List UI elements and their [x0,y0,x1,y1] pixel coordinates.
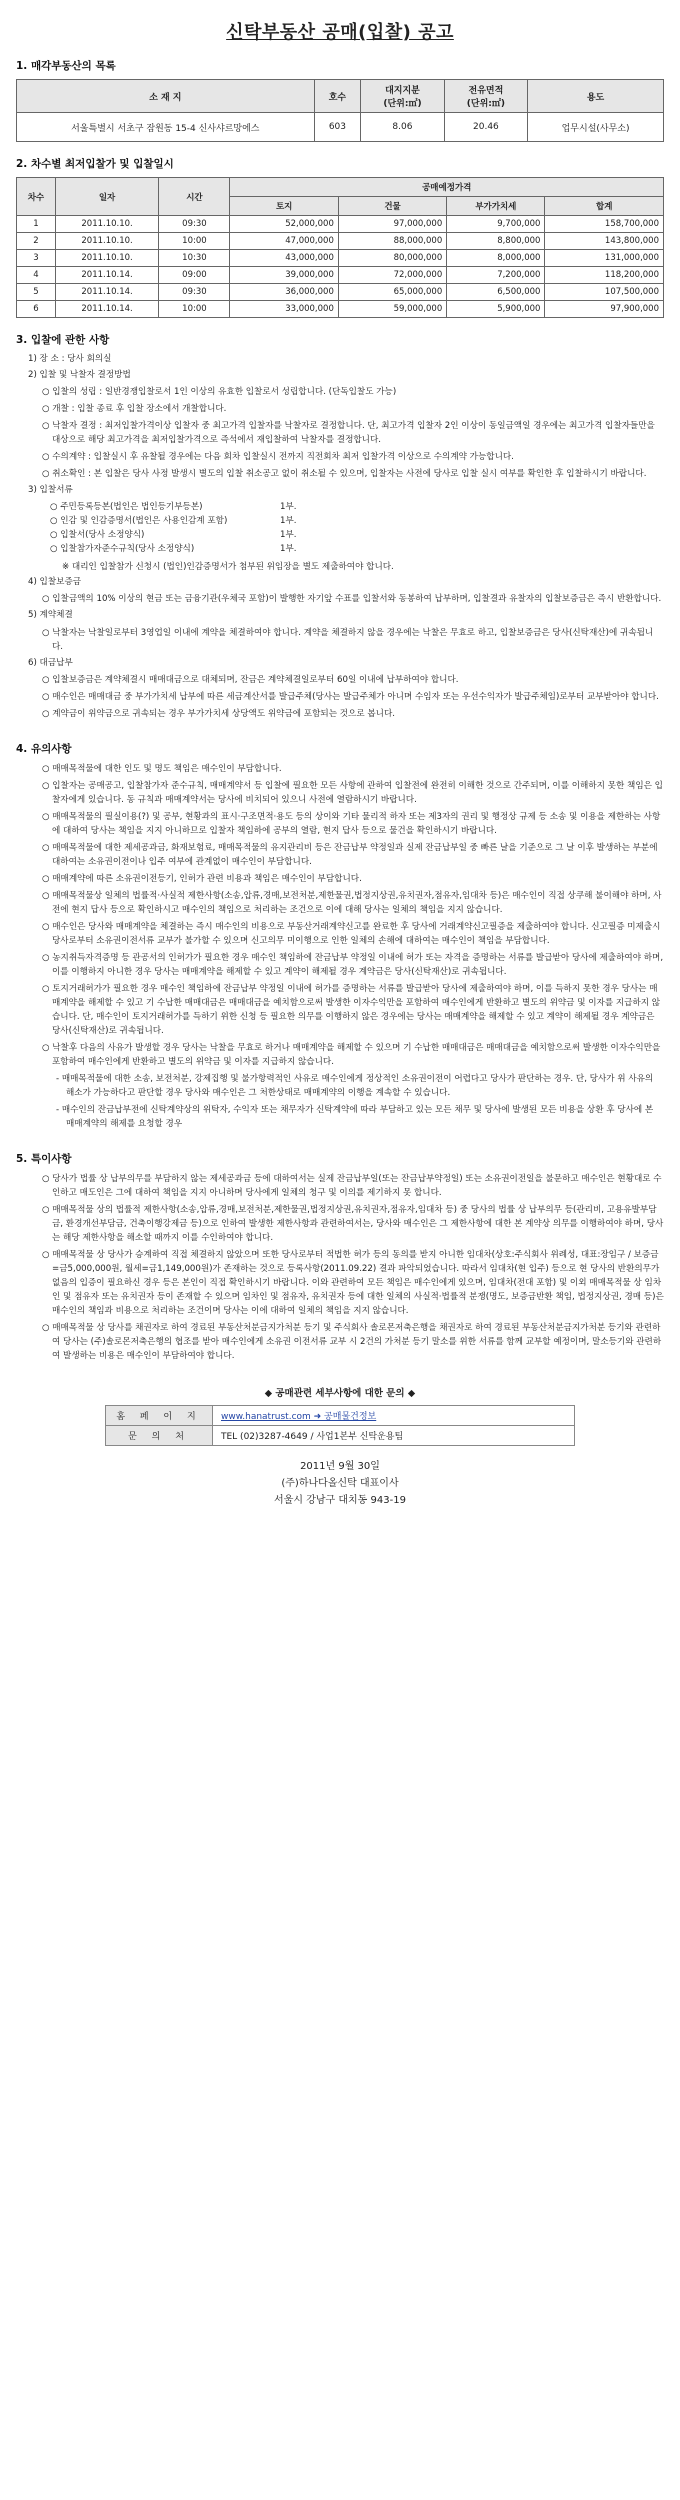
doc-qty: 1부. [280,543,297,554]
cell-building: 59,000,000 [338,301,446,318]
cell-use: 업무시설(사무소) [528,113,664,142]
section3-heading: 3. 입찰에 관한 사항 [16,334,110,346]
doc-name: ○ 주민등록등본(법인은 법인등기부등본) [50,501,203,512]
property-table [16,79,664,142]
cell-vat: 6,500,000 [447,284,545,301]
signature [16,1458,664,1509]
cell-building: 72,000,000 [338,267,446,284]
cell-land: 36,000,000 [230,284,338,301]
company-name: (주)하나다올신탁 대표이사 [281,1478,399,1489]
page-title: 신탁부동산 공매(입찰) 공고 [226,22,454,43]
doc-qty: 1부. [280,529,297,540]
cell-total: 97,900,000 [545,301,664,318]
bid-method-heading: 2) 입찰 및 낙찰자 결정방법 [28,369,131,380]
homepage-label: 홈 페 이 지 [106,1406,213,1426]
list-item [50,500,664,514]
cell-land: 33,000,000 [230,301,338,318]
cell-date: 2011.10.14. [55,301,159,318]
table-row [17,267,664,284]
cell-building: 65,000,000 [338,284,446,301]
section5-heading: 5. 특이사항 [16,1153,72,1165]
col-unit: 호수 [314,80,361,113]
col-total: 합계 [545,197,664,216]
contact-value: TEL (02)3287-4649 / 사업1본부 신탁운용팀 [213,1426,575,1446]
cell-round: 3 [17,250,56,267]
cell-total: 158,700,000 [545,216,664,233]
list-item: ○ 입찰보증금은 계약체결시 매매대금으로 대체되며, 잔금은 계약체결일로부터 60일 이내에 납부하여야 합니다. [42,675,459,685]
cell-unit: 603 [314,113,361,142]
col-location: 소 재 지 [17,80,315,113]
cell-round: 6 [17,301,56,318]
cell-time: 10:30 [159,250,230,267]
bid-docs-note: ※ 대리인 입찰참가 신청시 (법인)인감증명서가 첨부된 위임장을 별도 제출하여야 합니다. [62,561,394,572]
footer [16,1385,664,1509]
cell-land-share: 8.06 [361,113,444,142]
cell-vat: 9,700,000 [447,216,545,233]
cell-vat: 5,900,000 [447,301,545,318]
list-item: ○ 입찰금액의 10% 이상의 현금 또는 금융기관(우체국 포함)이 발행한 자기앞 수표를 입찰서와 동봉하여 납부하며, 입찰결과 유찰자의 입찰보증금은 즉시 반환합니다. [42,594,662,604]
section2-heading: 2. 차수별 최저입찰가 및 입찰일시 [16,158,174,170]
cell-building: 80,000,000 [338,250,446,267]
homepage-link[interactable]: www.hanatrust.com ➜ 공매물건정보 [221,1412,377,1422]
cell-building: 88,000,000 [338,233,446,250]
cell-date: 2011.10.14. [55,284,159,301]
table-row [17,284,664,301]
list-item: ○ 낙찰자는 낙찰일로부터 3영업일 이내에 계약을 체결하여야 합니다. 계약을 체결하지 않을 경우에는 낙찰은 무효로 하고, 입찰보증금은 당사(신탁재산)에 귀속됩니다. [42,627,654,652]
contact-table [105,1405,575,1446]
cell-time: 09:30 [159,284,230,301]
list-item: ○ 매매목적물의 필실이용(?) 및 공부, 현황과의 표시·구조면적·용도 등의 상이와 기타 물리적 하자 또는 제3자의 권리 및 행정상 규제 등 소송 및 이용을 제한하는 사항에 대하여 당사는 책임을 지지 아니하므로 입찰자 책임하에 공부의 열람, 현지 답사 등으로 물건을 확인하시기 바랍니다. [42,812,661,836]
notice-date: 2011년 9월 30일 [300,1461,380,1472]
list-item: - 매수인의 잔금납부전에 신탁계약상의 위탁자, 수익자 또는 채무자가 신탁계약에 따라 부담하고 있는 모든 채무 및 당사에 발생된 모든 비용을 상환 후 당사에 본 매매계약의 해제를 요청할 경우 [56,1105,654,1129]
list-item: ○ 입찰의 성립 : 일반경쟁입찰로서 1인 이상의 유효한 입찰로서 성립합니다. (단독입찰도 가능) [42,387,397,397]
col-time: 시간 [159,178,230,216]
table-row [106,1426,575,1446]
cell-land: 39,000,000 [230,267,338,284]
cell-location: 서울특별시 서초구 잠원동 15-4 신사샤르망에스 [17,113,315,142]
section1-heading: 1. 매각부동산의 목록 [16,60,116,72]
list-item: ○ 매매목적물 상 당사가 승계하여 직접 체결하지 않았으며 또한 당사로부터 적법한 허가 등의 동의를 받지 아니한 임대차(상호:주식회사 위례성, 대표:장임구 / 보증금=금5,000,000원, 월세=금1,149,000원)가 존재하는 것으로 등록사항(2011.09.22) 결과 파악되었습니다. 따라서 임대차(현 입주) 등으로 현 당사의 반환의무가 없음의 입증이 필요하신 경우 등은 본인이 직접 확인하시기 바랍니다. 이와 관련하여 모든 책임은 매수인에게 있으며, 임대차(전대 포함) 및 이외 매매목적물 상 임차인 및 점유자 또는 유치권자 등이 존재할 수 있으며 임차인 및 점유자, 유치권자 등에 대한 일체의 사실적·법률적 분쟁(명도, 보증금반환 책임, 법정지상권, 경매 등)은 매수인의 책임과 비용으로 처리하는 조건이며 당사는 이에 대하여 일체의 책임을 지지 않습니다. [42,1250,664,1316]
cell-building: 97,000,000 [338,216,446,233]
contract-heading: 5) 계약체결 [28,610,73,620]
cell-time: 09:30 [159,216,230,233]
table-row [17,216,664,233]
homepage-value[interactable] [213,1406,575,1426]
list-item: ○ 낙찰자 결정 : 최저입찰가격이상 입찰자 중 최고가격 입찰자를 낙찰자로 결정합니다. 단, 최고가격 입찰자 2인 이상이 동일금액일 경우에는 최고가격 입찰자들만을 대상으로 해당 최고가격을 최저입찰가격으로 즉석에서 재입찰하여 낙찰자를 결정합니다. [42,421,655,445]
list-item: ○ 매수인은 매매대금 중 부가가치세 납부에 따른 세금계산서를 발급주체(당사는 발급주체가 아니며 수임자 또는 우선수익자가 발급주체임)로부터 교부받아야 합니다. [42,692,659,702]
list-item: ○ 토지거래허가가 필요한 경우 매수인 책임하에 잔금납부 약정일 이내에 허가를 증명하는 서류를 발급받아 당사에 제출하여야 하며, 이를 득하지 못한 경우 당사는 매매계약을 해제할 수 있고 기 수납한 매매대금은 매매대금을 예치함으로써 발생한 이자수익만을 포함하여 매수인에게 반환하고 별도의 위약금 및 이자를 지급하지 않습니다. 단, 매수인이 토지거래허가를 득하기 위한 신청 등 필요한 의무를 이행하지 않은 경우에는 당사는 매매계약을 해제할 수 있고 계약이 해제될 경우 계약금은 당사(신탁재산)로 귀속됩니다. [42,984,661,1036]
cell-total: 107,500,000 [545,284,664,301]
cell-total: 118,200,000 [545,267,664,284]
col-land: 토지 [230,197,338,216]
list-item: ○ 매매계약에 따른 소유권이전등기, 인허가 관련 비용과 책임은 매수인이 부담합니다. [42,874,362,884]
list-item: - 매매목적물에 대한 소송, 보전처분, 강제집행 및 불가항력적인 사유로 매수인에게 정상적인 소유권이전이 어렵다고 당사가 판단하는 경우. 단, 당사가 위 사유의 해소가 가능하다고 판단할 경우 당사와 매수인은 그 처한상태로 매매계약의 이행을 계속할 수 있습니다. [56,1074,654,1098]
list-item [50,528,664,542]
list-item: ○ 매매목적물 상 당사를 채권자로 하여 경료된 부동산처분금지가처분 등기 및 주식회사 솔로몬저축은행을 채권자로 하여 경료된 부동산처분금지가처분 등기와 관련하여 당사는 (주)솔로몬저축은행의 협조를 받아 매수인에게 소유권 이전서류 교부 시 2건의 가처분 등기 말소를 위한 서류를 함께 교부할 예정이며, 말소등기와 관련하여 발생하는 비용은 매수인이 부담하여야 합니다. [42,1323,662,1361]
cell-time: 10:00 [159,301,230,318]
list-item: ○ 개찰 : 입찰 종료 후 입찰 장소에서 개찰합니다. [42,404,227,414]
list-item: ○ 수의계약 : 입찰실시 후 유찰될 경우에는 다음 회차 입찰실시 전까지 직전회차 최저 입찰가격 이상으로 수의계약 가능합니다. [42,452,514,462]
cell-date: 2011.10.10. [55,216,159,233]
cell-date: 2011.10.10. [55,233,159,250]
table-row [106,1406,575,1426]
cell-time: 09:00 [159,267,230,284]
list-item: ○ 농지취득자격증명 등 관공서의 인허가가 필요한 경우 매수인 책임하에 잔금납부 약정일 이내에 허가 또는 자격을 증명하는 서류를 발급받아 당사에 제출하여야 하며, 이를 이행하지 아니한 경우 당사는 매매계약을 해제할 수 있고 계약이 해제될 경우 계약금은 당사(신탁재산)로 귀속됩니다. [42,953,664,977]
cell-vat: 8,800,000 [447,233,545,250]
cell-date: 2011.10.10. [55,250,159,267]
col-vat: 부가가치세 [447,197,545,216]
list-item: ○ 매수인은 당사와 매매계약을 체결하는 즉시 매수인의 비용으로 부동산거래계약신고를 완료한 후 당사에 거래계약신고필증을 제출하여야 합니다. 신고필증 미제출시 당사로부터 소유권이전서류 교부가 불가할 수 있으며 신고의무 미이행으로 인한 일체의 손해에 대하여는 매수인이 책임을 부담합니다. [42,922,661,946]
payment-heading: 6) 대금납부 [28,657,73,668]
cell-land: 52,000,000 [230,216,338,233]
cell-round: 5 [17,284,56,301]
contact-heading: ◆ 공매관련 세부사항에 대한 문의 ◆ [264,1388,416,1399]
cell-round: 4 [17,267,56,284]
list-item: ○ 매매목적물상 일체의 법률적·사실적 제한사항(소송,압류,경매,보전처분,제한물권,법정지상권,유치권자,점유자,임대차 등)은 매수인이 직접 상쿠해 불이해야 하며, 사전에 현지 답사 등으로 확인하시고 매수인의 책임으로 처리하는 조건으로 이에 대해 당사는 일체의 책임을 지지 않습니다. [42,891,662,915]
contact-label: 문 의 처 [106,1426,213,1446]
section4-heading: 4. 유의사항 [16,743,72,755]
list-item: ○ 매매목적물에 대한 제세공과금, 화재보험료, 매매목적물의 유지관리비 등은 잔금납부 약정일과 실제 잔금납부일 중 빠른 날을 기준으로 그 날 이후 발생하는 부분에 대하여는 소유권이전이나 입주 여부에 관계없이 매수인이 부담합니다. [42,843,658,867]
col-price-group: 공매예정가격 [230,178,664,197]
company-address: 서울시 강남구 대치동 943-19 [274,1495,406,1506]
schedule-table [16,177,664,318]
cell-exclusive-area: 20.46 [444,113,527,142]
doc-name: ○ 입찰서(당사 소정양식) [50,529,145,540]
col-land-share: 대지지분 (단위:㎡) [361,80,444,113]
bid-place: 1) 장 소 : 당사 회의실 [28,354,112,364]
bid-docs-heading: 3) 입찰서류 [28,485,73,495]
cell-total: 143,800,000 [545,233,664,250]
table-row [17,301,664,318]
list-item: ○ 당사가 법률 상 납부의무를 부담하지 않는 제세공과금 등에 대하여서는 실제 잔금납부일(또는 잔금납부약정일) 또는 소유권이전일을 불문하고 매수인은 현황대로 수인하고 매도인은 그에 대하여 책임을 지지 아니하며 당사에게 일체의 청구 및 이의를 제기하지 못 합니다. [42,1174,662,1198]
table-row [17,250,664,267]
cell-land: 43,000,000 [230,250,338,267]
list-item [50,514,664,528]
cell-land: 47,000,000 [230,233,338,250]
list-item: ○ 계약금이 위약금으로 귀속되는 경우 부가가치세 상당액도 위약금에 포함되는 것으로 봅니다. [42,709,396,719]
col-exclusive-area: 전유면적 (단위:㎡) [444,80,527,113]
cell-vat: 7,200,000 [447,267,545,284]
list-item: ○ 낙찰후 다음의 사유가 발생할 경우 당사는 낙찰을 무효로 하거나 매매계약을 해제할 수 있으며 기 수납한 매매대금은 매매대금을 예치함으로써 발생한 이자수익만을 포함하여 매수인에게 반환하고 별도의 위약금 및 이자를 지급하지 않습니다. [42,1043,661,1067]
col-building: 건물 [338,197,446,216]
table-row [17,233,664,250]
cell-round: 1 [17,216,56,233]
list-item: ○ 취소확인 : 본 입찰은 당사 사정 발생시 별도의 입찰 취소공고 없이 취소될 수 있으며, 입찰자는 사전에 당사로 입찰 실시 여부를 확인한 후 입찰하시기 바랍니다. [42,469,647,479]
doc-name: ○ 입찰참가자준수규칙(당사 소정양식) [50,543,195,554]
cell-date: 2011.10.14. [55,267,159,284]
cell-total: 131,000,000 [545,250,664,267]
doc-name: ○ 인감 및 인감증명서(법인은 사용인감계 포함) [50,515,228,526]
list-item: ○ 매매목적물에 대한 인도 및 명도 책임은 매수인이 부담합니다. [42,764,282,774]
cell-time: 10:00 [159,233,230,250]
doc-qty: 1부. [280,501,297,512]
cell-vat: 8,000,000 [447,250,545,267]
col-round: 차수 [17,178,56,216]
deposit-heading: 4) 입찰보증금 [28,576,82,587]
col-date: 일자 [55,178,159,216]
doc-qty: 1부. [280,515,297,526]
list-item: ○ 매매목적물 상의 법률적 제한사항(소송,압류,경매,보전처분,제한물권,법정지상권,유치권자,점유자,임대차 등) 중 당사의 법률 상 납부의무 등(관리비, 고용유발부담금, 환경개선부담금, 건축이행강제금 등)으로 인하여 발생한 제한사항과 관련하여서는, 당사와 매수인은 그 제한사항에 대한 본 계약상 의무를 이행하여야 하며, 당사는 해당 제한사항을 해소할 때까지 이를 수인하여야 합니다. [42,1205,664,1243]
table-row [17,113,664,142]
list-item: ○ 입찰자는 공매공고, 입찰참가자 준수규칙, 매매계약서 등 입찰에 필요한 모든 사항에 관하여 입찰전에 완전히 이해한 것으로 간주되며, 이를 이해하지 못한 책임은 입찰자에게 있습니다. 동 규칙과 매매계약서는 당사에 비치되어 있으니 사전에 열람하시기 바랍니다. [42,781,663,805]
list-item [50,542,664,556]
cell-round: 2 [17,233,56,250]
col-use: 용도 [528,80,664,113]
